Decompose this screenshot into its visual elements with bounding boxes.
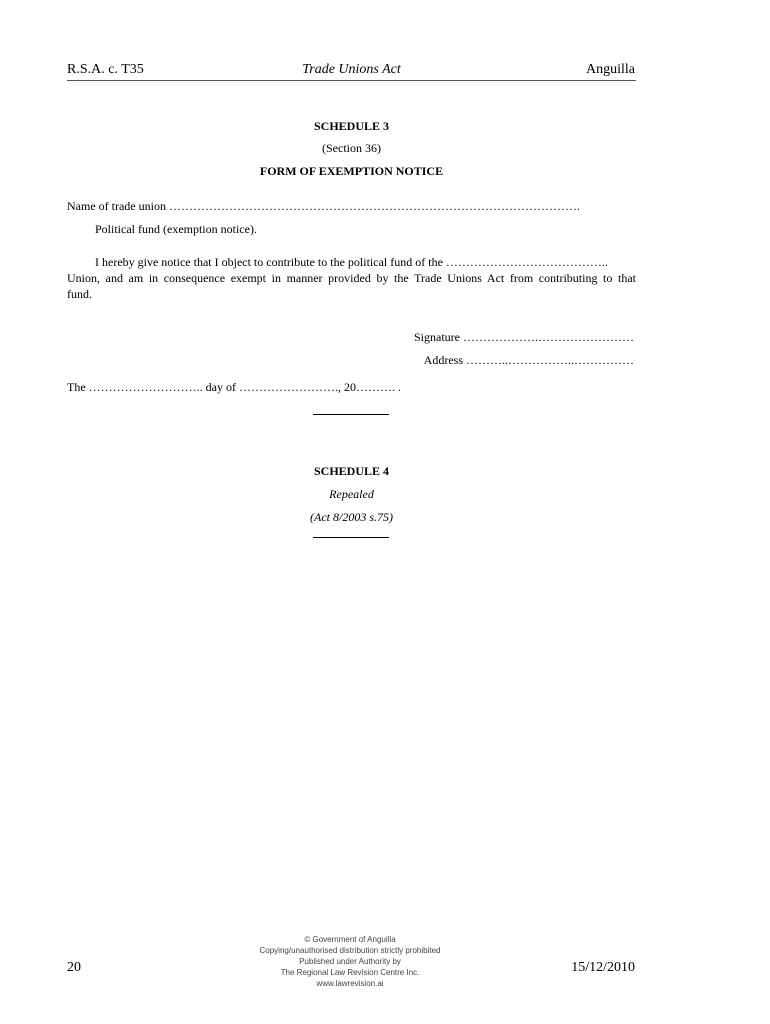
distribution-line: Copying/unauthorised distribution strictly prohibited (259, 946, 441, 955)
page-number: 20 (67, 960, 81, 975)
header-rule (67, 80, 636, 81)
notice-line-1: I hereby give notice that I object to contribute to the political fund of the ………………………………….. (95, 255, 608, 269)
schedule4-repealed: Repealed (329, 487, 374, 501)
footer-date: 15/12/2010 (571, 960, 635, 975)
trade-union-name-line: Name of trade union …………………………………………………………………………………………. (67, 199, 580, 213)
section-divider (313, 414, 389, 415)
copyright-notice (200, 934, 500, 989)
notice-line-2: Union, and am in consequence exempt in manner provided by the Trade Unions Act from contributing to that (67, 271, 636, 285)
publisher-line: The Regional Law Revision Centre Inc. (280, 968, 420, 977)
header-jurisdiction: Anguilla (586, 62, 635, 77)
date-line: The ……………………….. day of ……………………., 20………. . (67, 380, 401, 394)
section-divider (313, 537, 389, 538)
authority-line: Published under Authority by (299, 957, 401, 966)
schedule4-title: SCHEDULE 4 (313, 464, 390, 478)
header-citation: R.S.A. c. T35 (67, 62, 144, 77)
notice-line-3: fund. (67, 287, 92, 301)
schedule4-reference: (Act 8/2003 s.75) (310, 510, 393, 524)
address-line: Address ………..……………..…………… (423, 353, 634, 367)
schedule3-section: (Section 36) (322, 141, 381, 155)
schedule3-form-title: FORM OF EXEMPTION NOTICE (259, 164, 444, 178)
copyright-line: © Government of Anguilla (304, 935, 396, 944)
website-line: www.lawrevision.ai (316, 979, 384, 988)
political-fund-line: Political fund (exemption notice). (95, 222, 257, 236)
schedule3-title: SCHEDULE 3 (313, 119, 390, 133)
header-act-title: Trade Unions Act (302, 62, 401, 77)
signature-line: Signature ……………….…………………… (414, 330, 634, 344)
